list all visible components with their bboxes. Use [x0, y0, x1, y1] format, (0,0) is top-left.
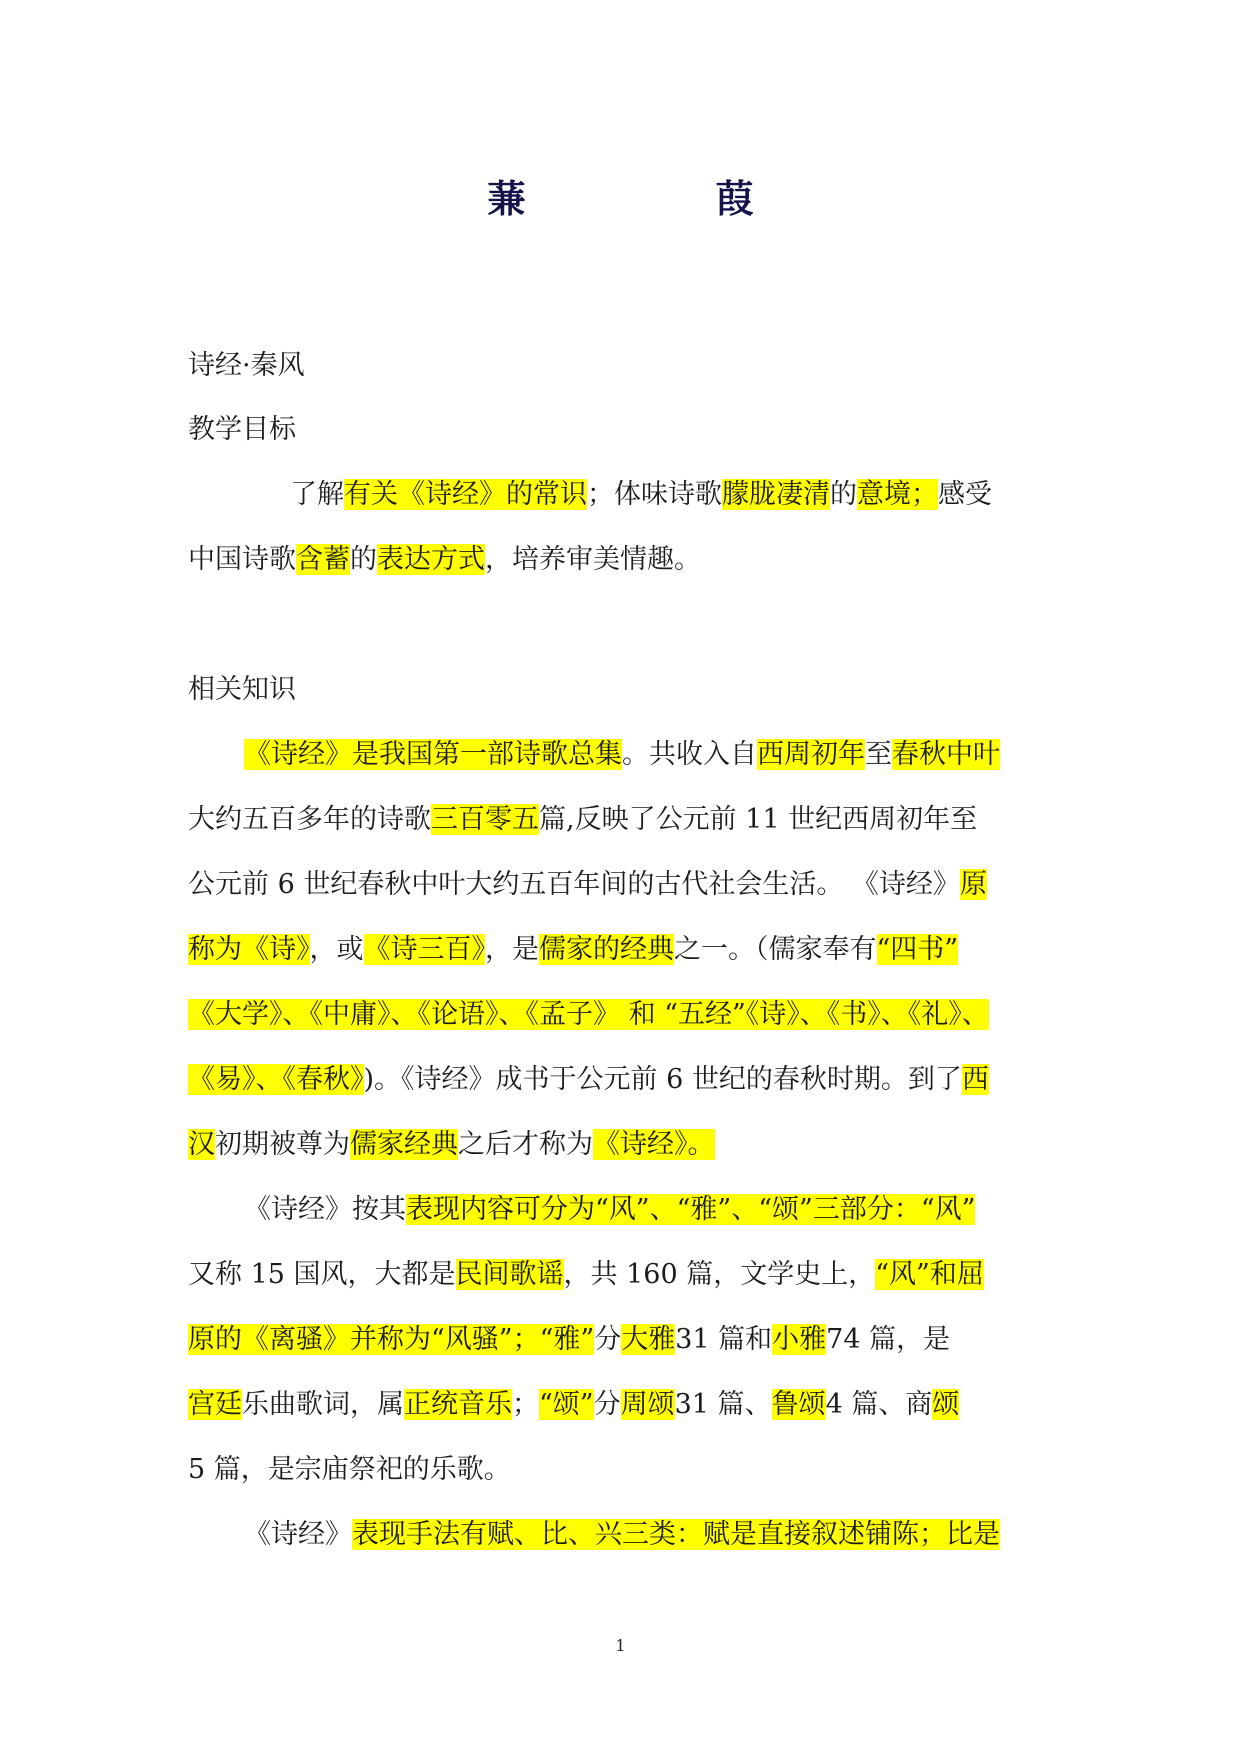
highlighted-text: 表达方式: [377, 544, 485, 575]
paragraph-2-line-1: [244, 1190, 975, 1230]
highlighted-text: 周颂: [620, 1389, 675, 1420]
highlighted-text: 《易》、《春秋》: [188, 1064, 364, 1095]
highlighted-text: 儒家经典: [350, 1129, 458, 1160]
paragraph-goals-line-2: [188, 540, 701, 580]
paragraph-goals-line-1: [290, 475, 992, 515]
text-segment: )。《诗经》成书于公元前 6 世纪的春秋时期。到了: [363, 1064, 962, 1095]
highlighted-text: 小雅: [772, 1324, 827, 1355]
text-segment: 篇,反映了公元前 11 世纪西周初年至: [539, 804, 978, 835]
text-segment: 5 篇，是宗庙祭祀的乐歌。: [188, 1454, 511, 1485]
highlighted-text: 大雅: [621, 1324, 676, 1355]
text-segment: 中国诗歌: [188, 544, 296, 575]
text-segment: 的: [830, 479, 857, 510]
text-segment: ；体味诗歌: [587, 479, 722, 510]
page-number: 1: [615, 1636, 626, 1655]
highlighted-text: 意境；: [857, 479, 938, 510]
highlighted-text: 春秋中叶: [892, 739, 1000, 770]
paragraph-1-line-7: [188, 1125, 715, 1165]
paragraph-3-line-1: [244, 1515, 1000, 1555]
highlighted-text: 有关《诗经》的常识: [344, 479, 587, 510]
text-segment: 感受: [938, 479, 992, 510]
text-segment: ，是: [485, 934, 539, 965]
text-segment: ，培养审美情趣。: [485, 544, 701, 575]
highlighted-text: 民间歌谣: [455, 1259, 564, 1290]
highlighted-text: 原: [959, 869, 987, 900]
text-segment: 至: [865, 739, 892, 770]
text-segment: 诗经·秦风: [188, 350, 305, 381]
highlighted-text: “四书”: [876, 934, 959, 965]
paragraph-1-line-1: [244, 735, 1000, 775]
text-segment: 乐曲歌词，属: [242, 1389, 404, 1420]
heading-related-knowledge: [188, 670, 296, 710]
text-segment: 大约五百多年的诗歌: [188, 804, 431, 835]
highlighted-text: 鲁颂: [771, 1389, 826, 1420]
paragraph-2-line-3: [188, 1320, 950, 1360]
highlighted-text: 宫廷: [188, 1389, 242, 1420]
text-segment: 了解: [290, 479, 344, 510]
text-segment: 相关知识: [188, 674, 296, 705]
line-source: [188, 346, 305, 386]
highlighted-text: 含蓄: [296, 544, 350, 575]
text-segment: 4 篇、商: [825, 1389, 933, 1420]
highlighted-text: “风”和屈: [875, 1259, 984, 1290]
paragraph-1-line-2: [188, 800, 977, 840]
highlighted-text: 正统音乐: [404, 1389, 512, 1420]
text-segment: ；: [512, 1389, 539, 1420]
text-segment: 。共收入自: [622, 739, 757, 770]
text-segment: ，共 160 篇，文学史上，: [563, 1259, 876, 1290]
text-segment: ，或: [309, 934, 364, 965]
highlighted-text: 西: [961, 1064, 989, 1095]
text-segment: 《诗经》按其: [244, 1194, 406, 1225]
highlighted-text: 称为《诗》: [188, 934, 310, 965]
heading-teaching-goals: [188, 410, 296, 450]
paragraph-1-line-5: [188, 995, 989, 1035]
text-segment: 之后才称为: [458, 1129, 593, 1160]
highlighted-text: 儒家的经典: [539, 934, 674, 965]
text-segment: 公元前 6 世纪春秋中叶大约五百年间的古代社会生活。 《诗经》: [188, 869, 960, 900]
highlighted-text: 朦胧凄清: [722, 479, 830, 510]
highlighted-text: 颂: [932, 1389, 960, 1420]
paragraph-1-line-3: [188, 865, 987, 905]
highlighted-text: 表现内容可分为“风”、“雅”、“颂”三部分：“风”: [406, 1194, 976, 1225]
paragraph-1-line-4: [188, 930, 958, 970]
document-title: [0, 168, 1241, 223]
highlighted-text: 表现手法有赋、比、兴三类：赋是直接叙述铺陈；比是: [352, 1519, 1000, 1550]
paragraph-1-line-6: [188, 1060, 989, 1100]
text-segment: 的: [350, 544, 377, 575]
text-segment: 分: [594, 1324, 622, 1355]
highlighted-text: 《诗三百》: [363, 934, 485, 965]
highlighted-text: 《诗经》是我国第一部诗歌总集: [244, 739, 622, 770]
text-segment: 31 篇、: [674, 1389, 772, 1420]
highlighted-text: 原的《离骚》并称为“风骚”；“雅”: [188, 1324, 595, 1355]
text-segment: 教学目标: [188, 414, 296, 445]
text-segment: 又称 15 国风，大都是: [188, 1259, 456, 1290]
paragraph-2-line-5: [188, 1450, 511, 1490]
paragraph-2-line-2: [188, 1255, 984, 1295]
highlighted-text: 《诗经》。: [593, 1129, 715, 1160]
paragraph-2-line-4: [188, 1385, 959, 1425]
text-segment: 之一。（儒家奉有: [674, 934, 877, 965]
text-segment: 《诗经》: [244, 1519, 352, 1550]
text-segment: 74 篇，是: [826, 1324, 951, 1355]
title-char-1: 蒹: [487, 176, 526, 221]
highlighted-text: 三百零五: [431, 804, 539, 835]
highlighted-text: “颂”: [539, 1389, 594, 1420]
title-char-2: 葭: [715, 176, 754, 221]
text-segment: 31 篇和: [675, 1324, 773, 1355]
highlighted-text: 汉: [188, 1129, 215, 1160]
highlighted-text: 《大学》、《中庸》、《论语》、《孟子》 和 “五经”《诗》、《书》、《礼》、: [188, 999, 989, 1030]
text-segment: 分: [593, 1389, 621, 1420]
highlighted-text: 西周初年: [757, 739, 865, 770]
text-segment: 初期被尊为: [215, 1129, 350, 1160]
